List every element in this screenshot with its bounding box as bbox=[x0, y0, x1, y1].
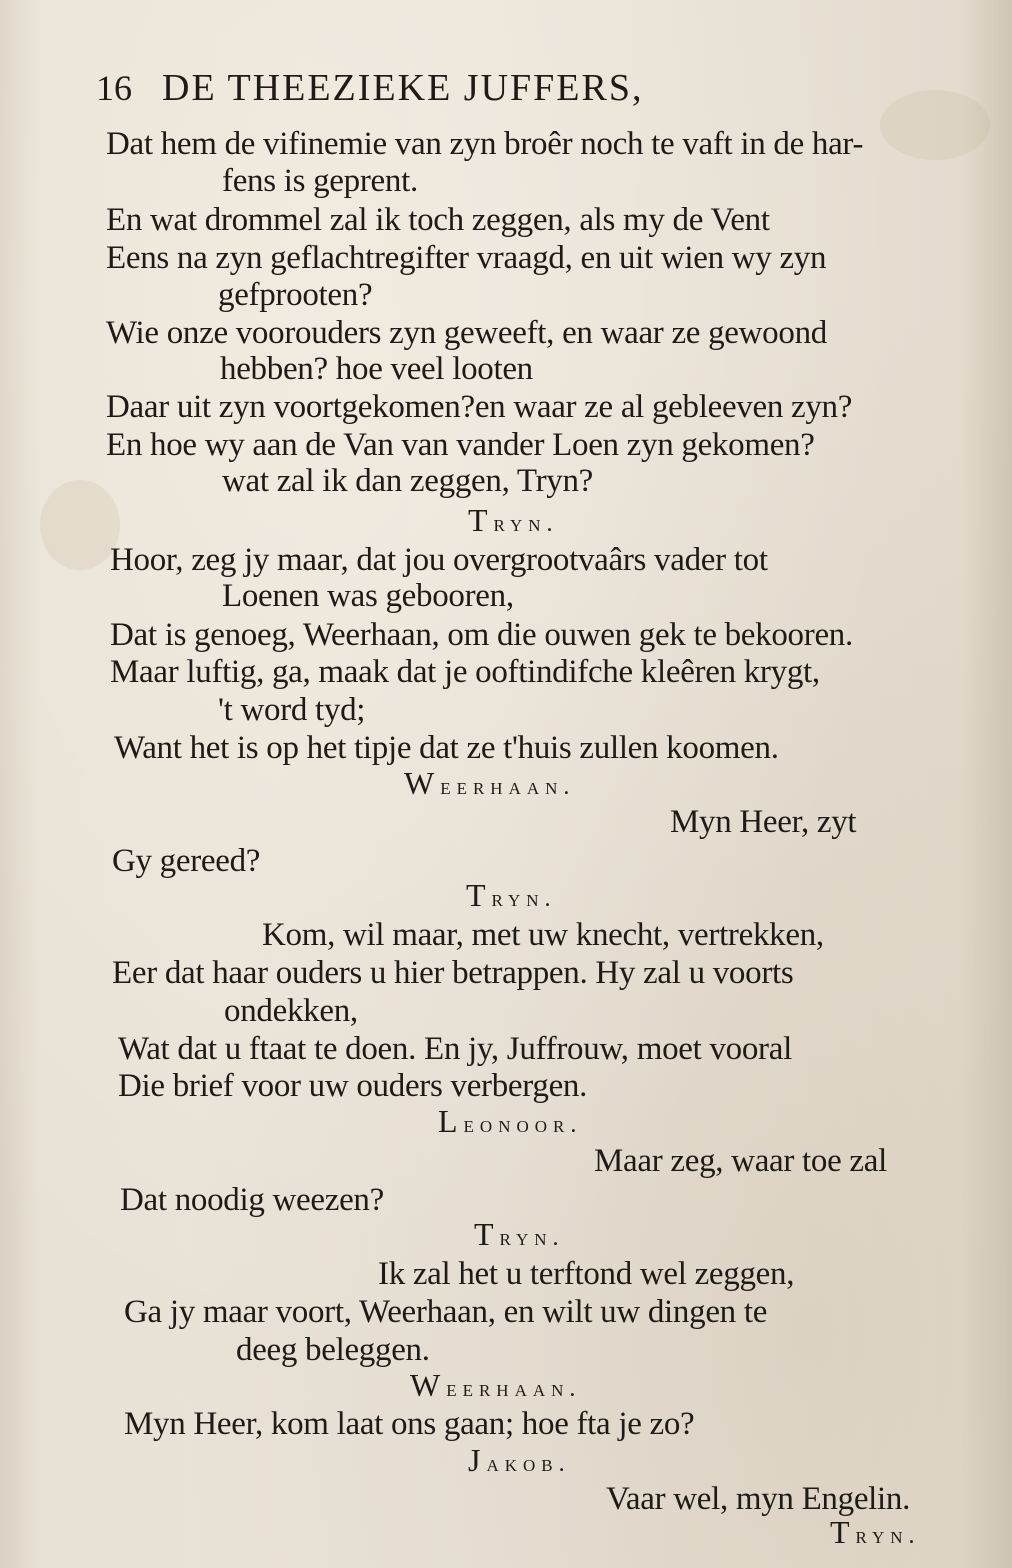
text-line: Wie onze voorouders zyn geweeft, en waar ze gewoond bbox=[106, 315, 827, 351]
text-line: ondekken, bbox=[224, 993, 358, 1029]
text-line: 't word tyd; bbox=[218, 692, 366, 728]
speaker-name: Tryn. bbox=[474, 1216, 565, 1252]
text-line: hebben? hoe veel looten bbox=[220, 351, 533, 387]
running-title: DE THEEZIEKE JUFFERS, bbox=[162, 67, 644, 109]
speaker-name: Weerhaan. bbox=[410, 1367, 582, 1403]
speaker-name: Weerhaan. bbox=[404, 765, 576, 801]
speaker-name: Leonoor. bbox=[438, 1103, 583, 1139]
paper-stain bbox=[880, 90, 990, 160]
page-number: 16 bbox=[96, 68, 132, 108]
text-line: En wat drommel zal ik toch zeggen, als my de Vent bbox=[106, 202, 770, 238]
speaker-name: Tryn. bbox=[830, 1514, 921, 1550]
text-line: gefprooten? bbox=[218, 277, 373, 313]
text-line: Dat noodig weezen? bbox=[120, 1182, 384, 1218]
text-line: Wat dat u ftaat te doen. En jy, Juffrouw, moet vooral bbox=[118, 1031, 792, 1067]
text-line: Dat is genoeg, Weerhaan, om die ouwen gek te bekooren. bbox=[110, 617, 853, 653]
speaker-name: Tryn. bbox=[466, 877, 557, 913]
text-line: deeg beleggen. bbox=[236, 1332, 430, 1368]
text-line: Maar luftig, ga, maak dat je ooftindifche kleêren krygt, bbox=[110, 654, 820, 690]
text-line: Die brief voor uw ouders verbergen. bbox=[118, 1068, 588, 1104]
paper-stain bbox=[40, 480, 120, 570]
text-line: Eens na zyn geflachtregifter vraagd, en uit wien wy zyn bbox=[106, 240, 827, 276]
text-line: fens is geprent. bbox=[222, 163, 418, 199]
text-line: Kom, wil maar, met uw knecht, vertrekken, bbox=[262, 917, 824, 953]
text-line: Want het is op het tipje dat ze t'huis zullen koomen. bbox=[114, 730, 779, 766]
text-line: Daar uit zyn voortgekomen?en waar ze al gebleeven zyn? bbox=[106, 389, 853, 425]
text-line: Hoor, zeg jy maar, dat jou overgrootvaârs vader tot bbox=[110, 542, 768, 578]
text-line: Vaar wel, myn Engelin. bbox=[606, 1481, 911, 1517]
text-line: Dat hem de vifinemie van zyn broêr noch te vaft in de har- bbox=[106, 126, 864, 162]
text-line: Myn Heer, kom laat ons gaan; hoe fta je zo? bbox=[124, 1406, 695, 1442]
text-line: Gy gereed? bbox=[112, 843, 261, 879]
speaker-name: Tryn. bbox=[468, 502, 559, 538]
text-line: Ga jy maar voort, Weerhaan, en wilt uw dingen te bbox=[124, 1294, 768, 1330]
text-line: En hoe wy aan de Van van vander Loen zyn gekomen? bbox=[106, 427, 815, 463]
text-line: wat zal ik dan zeggen, Tryn? bbox=[222, 463, 594, 499]
text-line: Ik zal het u terftond wel zeggen, bbox=[378, 1256, 795, 1292]
speaker-name: Jakob. bbox=[468, 1442, 571, 1478]
text-line: Loenen was gebooren, bbox=[222, 578, 514, 614]
text-line: Myn Heer, zyt bbox=[670, 804, 857, 840]
text-line: Eer dat haar ouders u hier betrappen. Hy zal u voorts bbox=[112, 955, 794, 991]
text-line: Maar zeg, waar toe zal bbox=[594, 1143, 887, 1179]
page-header bbox=[96, 66, 643, 110]
